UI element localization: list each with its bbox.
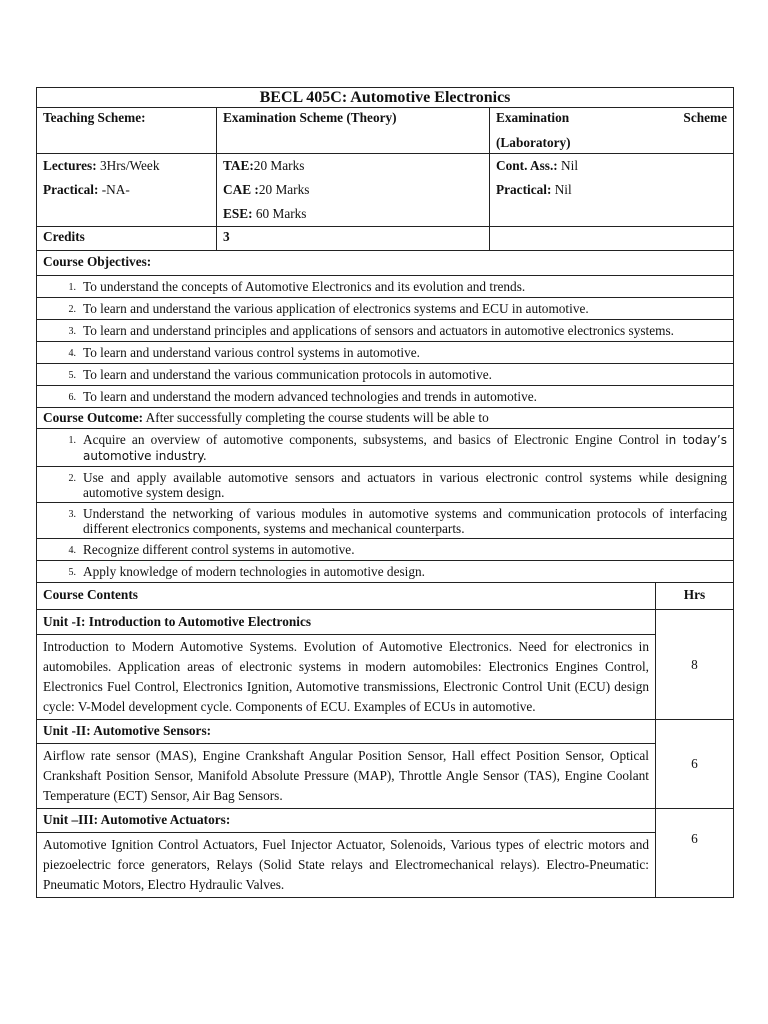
exam-lab-word1: Examination: [496, 110, 570, 125]
outcome-number: 5.: [68, 567, 76, 578]
outcome-text: Use and apply available automotive sensors and actuators in various electronic control systems while designing automotive system design.: [83, 470, 727, 500]
objective-number: 4.: [68, 348, 76, 359]
cae-value: 20 Marks: [258, 182, 310, 197]
lab-values: [490, 154, 734, 227]
outcome-number: 2.: [68, 473, 76, 484]
unit-title-row: [37, 809, 734, 833]
outcome-heading-label: Course Outcome:: [43, 410, 144, 425]
objective-number: 1.: [68, 282, 76, 293]
exam-lab-heading: [490, 108, 734, 154]
scheme-values-row: [37, 154, 734, 227]
objective-text: To learn and understand the modern advanced technologies and trends in automotive.: [83, 389, 537, 404]
credits-empty-cell: [490, 227, 734, 251]
scheme-header-row: [37, 108, 734, 154]
objective-row: [37, 320, 734, 342]
tae-label: TAE:: [223, 158, 254, 173]
objectives-heading-row: [37, 251, 734, 276]
objective-number: 2.: [68, 304, 76, 315]
unit-3-hrs: 6: [656, 809, 734, 898]
contents-heading-row: [37, 583, 734, 610]
outcome-text-part1: Acquire an overview of automotive components, subsystems, and basics of Electronic Engine Control: [83, 432, 666, 447]
objective-row: [37, 342, 734, 364]
unit-1-hrs: 8: [656, 610, 734, 720]
lab-practical-value: Nil: [551, 182, 572, 197]
objective-text: To learn and understand the various application of electronics systems and ECU in automotive.: [83, 301, 589, 316]
syllabus-table: [36, 87, 734, 898]
exam-theory-heading: Examination Scheme (Theory): [217, 108, 490, 154]
syllabus-page: [36, 87, 733, 898]
objectives-heading: Course Objectives:: [37, 251, 734, 276]
tae-value: 20 Marks: [253, 158, 305, 173]
outcome-number: 1.: [68, 435, 76, 446]
outcome-text: Understand the networking of various modules in automotive systems and communication protocols of interfacing different electronics components, systems and mechanical counterparts.: [83, 506, 727, 536]
cont-ass-value: Nil: [557, 158, 579, 173]
outcome-heading-row: [37, 408, 734, 429]
ese-value: 60 Marks: [252, 206, 307, 221]
lectures-value: 3Hrs/Week: [96, 158, 160, 173]
cont-ass-label: Cont. Ass.:: [496, 158, 558, 173]
outcome-number: 3.: [68, 509, 76, 520]
objective-row: [37, 276, 734, 298]
theory-values: [217, 154, 490, 227]
outcome-row: [37, 561, 734, 583]
credits-label: Credits: [37, 227, 217, 251]
outcome-text-part2: in today’s automotive industry.: [83, 433, 727, 463]
unit-1-body: Introduction to Modern Automotive Systems. Evolution of Automotive Electronics. Need for electronics in automobiles. Application areas of electronic systems in modern automobiles: Electronics Engines Control, Electronics Fuel Control, Electronics Ignition, Automotive transmissions, Electronic Control Unit (ECU) design cycle: V-Model development cycle. Components of ECU. Examples of ECUs in automotive.: [37, 635, 656, 720]
unit-3-title: Unit –III: Automotive Actuators:: [37, 809, 656, 833]
unit-2-body: Airflow rate sensor (MAS), Engine Crankshaft Angular Position Sensor, Hall effect Position Sensor, Optical Crankshaft Position Sensor, Manifold Absolute Pressure (MAP), Throttle Angle Sensor (TAS), Engine Coolant Temperature (ECT) Sensor, Air Bag Sensors.: [37, 744, 656, 809]
objective-number: 3.: [68, 326, 76, 337]
unit-body-row: [37, 833, 734, 898]
lectures-label: Lectures:: [43, 158, 97, 173]
outcome-text: Recognize different control systems in automotive.: [83, 542, 355, 557]
unit-2-hrs: 6: [656, 720, 734, 809]
outcome-text: [83, 432, 727, 464]
title-row: [37, 88, 734, 108]
unit-body-row: [37, 744, 734, 809]
objective-text: To learn and understand principles and applications of sensors and actuators in automotive electronics systems.: [83, 323, 674, 338]
exam-lab-word3: (Laboratory): [496, 135, 571, 150]
objective-text: To learn and understand the various communication protocols in automotive.: [83, 367, 492, 382]
unit-title-row: [37, 720, 734, 744]
teaching-scheme-heading: Teaching Scheme:: [37, 108, 217, 154]
outcome-heading-text: After successfully completing the course students will be able to: [143, 410, 489, 425]
objective-row: [37, 364, 734, 386]
objective-text: To understand the concepts of Automotive Electronics and its evolution and trends.: [83, 279, 526, 294]
cae-label: CAE :: [223, 182, 259, 197]
ese-label: ESE:: [223, 206, 253, 221]
outcome-number: 4.: [68, 545, 76, 556]
objective-text: To learn and understand various control systems in automotive.: [83, 345, 420, 360]
outcome-heading: [37, 408, 734, 429]
unit-1-title: Unit -I: Introduction to Automotive Electronics: [37, 610, 656, 635]
teaching-values: [37, 154, 217, 227]
unit-3-body: Automotive Ignition Control Actuators, Fuel Injector Actuator, Solenoids, Various types of electric motors and piezoelectric force generators, Relays (Solid State relays and Electromechanical relays). Electro-Pneumatic: Pneumatic Motors, Electro Hydraulic Valves.: [37, 833, 656, 898]
objective-row: [37, 298, 734, 320]
outcome-row: [37, 539, 734, 561]
outcome-row: [37, 503, 734, 539]
lab-practical-label: Practical:: [496, 182, 552, 197]
objective-number: 6.: [68, 392, 76, 403]
exam-lab-word2: Scheme: [683, 110, 727, 125]
contents-heading: Course Contents: [37, 583, 656, 610]
credits-row: [37, 227, 734, 251]
outcome-row: [37, 429, 734, 467]
outcome-text: Apply knowledge of modern technologies in automotive design.: [83, 564, 425, 579]
unit-body-row: [37, 635, 734, 720]
objective-row: [37, 386, 734, 408]
unit-2-title: Unit -II: Automotive Sensors:: [37, 720, 656, 744]
objective-number: 5.: [68, 370, 76, 381]
course-title: BECL 405C: Automotive Electronics: [37, 88, 734, 108]
practical-value: -NA-: [98, 182, 130, 197]
outcome-row: [37, 467, 734, 503]
credits-value: 3: [217, 227, 490, 251]
practical-label: Practical:: [43, 182, 99, 197]
hrs-heading: Hrs: [656, 583, 734, 610]
unit-title-row: [37, 610, 734, 635]
